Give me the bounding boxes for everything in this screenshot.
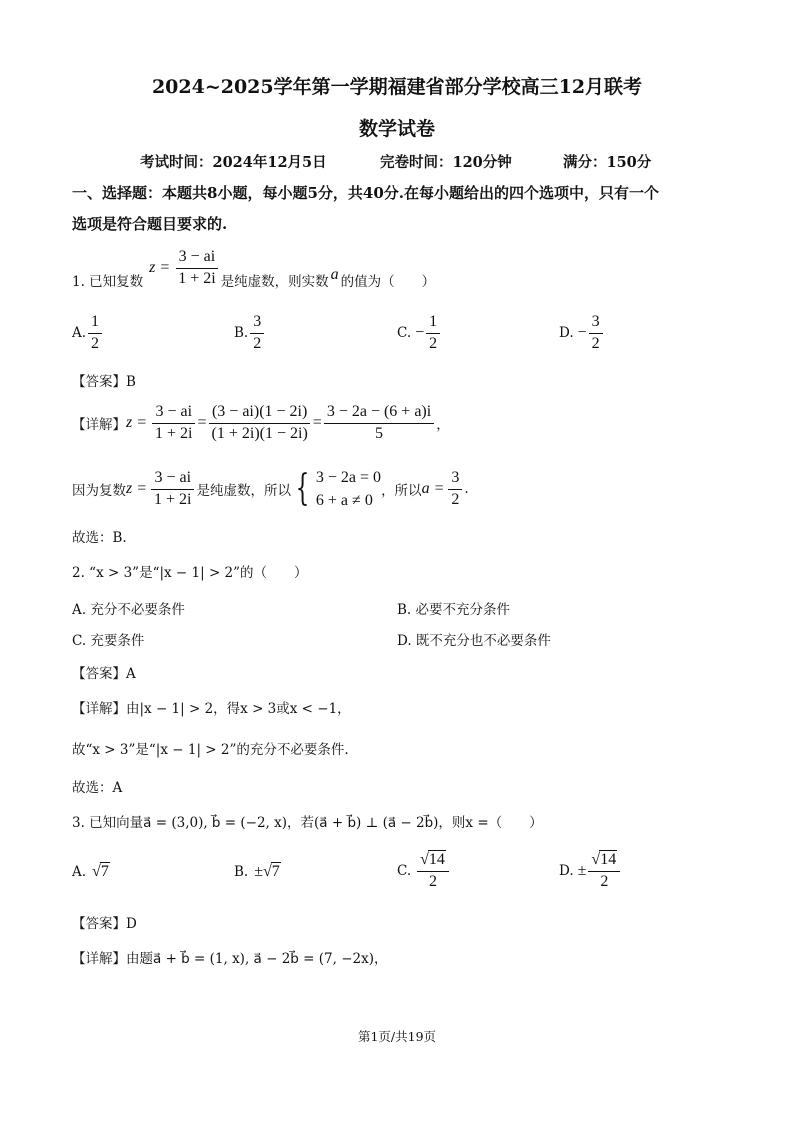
question-3-stem: 3. 已知向量a⃗ = (3,0), b⃗ = (−2, x)，若(a⃗ + b⃗) ⊥ (a⃗ − 2b⃗)，则x =（ ） — [72, 815, 543, 831]
q1-because: 因为复数 z = $\frac{3 - ai}{1 + 2i}$ 是纯虚数，所以 { 3 − 2a = 0 6 + a ≠ 0 ，所以 a = $\frac{3}{2}$ . — [72, 466, 469, 512]
q1-system: 3 − 2a = 0 6 + a ≠ 0 — [315, 469, 382, 510]
exam-duration: 完卷时间：120分钟 — [380, 154, 512, 171]
q2-detail: 【详解】由|x − 1| > 2，得x > 3或x < −1， — [72, 701, 351, 717]
q2-choose: 故选：A — [72, 780, 123, 796]
q2-option-b: B. 必要不充分条件 — [397, 602, 511, 618]
q3-answer: 【答案】D — [72, 916, 137, 932]
exam-full-score: 满分：150分 — [563, 154, 652, 171]
q2-conclusion: 故“x > 3”是“|x − 1| > 2”的充分不必要条件. — [72, 742, 349, 758]
q2-option-d: D. 既不充分也不必要条件 — [397, 633, 551, 649]
q1-answer: 【答案】B — [72, 374, 136, 390]
q1-option-c: C. − $\frac{1}{2}$ — [397, 314, 442, 353]
q2-option-a: A. 充分不必要条件 — [72, 602, 185, 618]
q3-option-b: B. ± √ 7 — [234, 862, 280, 880]
q1-z-eq: z = — [149, 259, 171, 276]
q1-option-d: D. − $\frac{3}{2}$ — [559, 314, 605, 353]
q1-option-b: B. $\frac{3}{2}$ — [234, 314, 266, 353]
exam-time: 考试时间：2024年12月5日 — [140, 154, 327, 171]
q2-answer: 【答案】A — [72, 666, 136, 682]
q3-option-c: C. $\frac{√14}{2}$ — [397, 852, 451, 891]
q1-suffix: 的值为（ ） — [340, 274, 436, 290]
q3-option-d: D. ± $\frac{√14}{2}$ — [559, 852, 622, 891]
q1-choose: 故选：B. — [72, 530, 127, 546]
q1-fraction — [175, 249, 218, 288]
q1-frac-num: 3 − ai — [176, 249, 219, 269]
q1-frac-den: 1 + 2i — [178, 269, 216, 287]
q3-option-a: A. √ 7 — [72, 862, 109, 880]
q1-prefix: 1. 已知复数 — [72, 274, 144, 290]
section-heading-line1: 一、选择题：本题共8小题，每小题5分，共40分.在每小题给出的四个选项中，只有一个 — [72, 184, 659, 202]
exam-subtitle: 数学试卷 — [358, 118, 435, 140]
q1-detail: 【详解】 z = $\frac{3 - ai}{1 + 2i}$ = $\frac{(3 - ai)(1 - 2i)}{(1 + 2i)(1 - 2i)}$ = $\frac{3 - 2a - (6 + a)i}{5}$ ， — [72, 403, 450, 442]
q2-option-c: C. 充要条件 — [72, 633, 145, 649]
q1-var: a — [330, 266, 339, 283]
question-2-stem: 2. “x > 3”是“|x − 1| > 2”的（ ） — [72, 565, 308, 581]
q3-detail: 【详解】由题a⃗ + b⃗ = (1, x), a⃗ − 2b⃗ = (7, −2x)， — [72, 951, 388, 967]
question-1-stem — [72, 246, 435, 290]
exam-title: 2024~2025学年第一学期福建省部分学校高三12月联考 — [151, 76, 643, 98]
q1-mid: 是纯虚数，则实数 — [220, 274, 329, 290]
left-brace: { — [295, 468, 310, 510]
q1-option-a: A. $\frac{1}{2}$ — [72, 314, 104, 353]
page-footer: 第1页/共19页 — [357, 1029, 437, 1044]
section-heading-line2: 选项是符合题目要求的. — [72, 215, 228, 233]
